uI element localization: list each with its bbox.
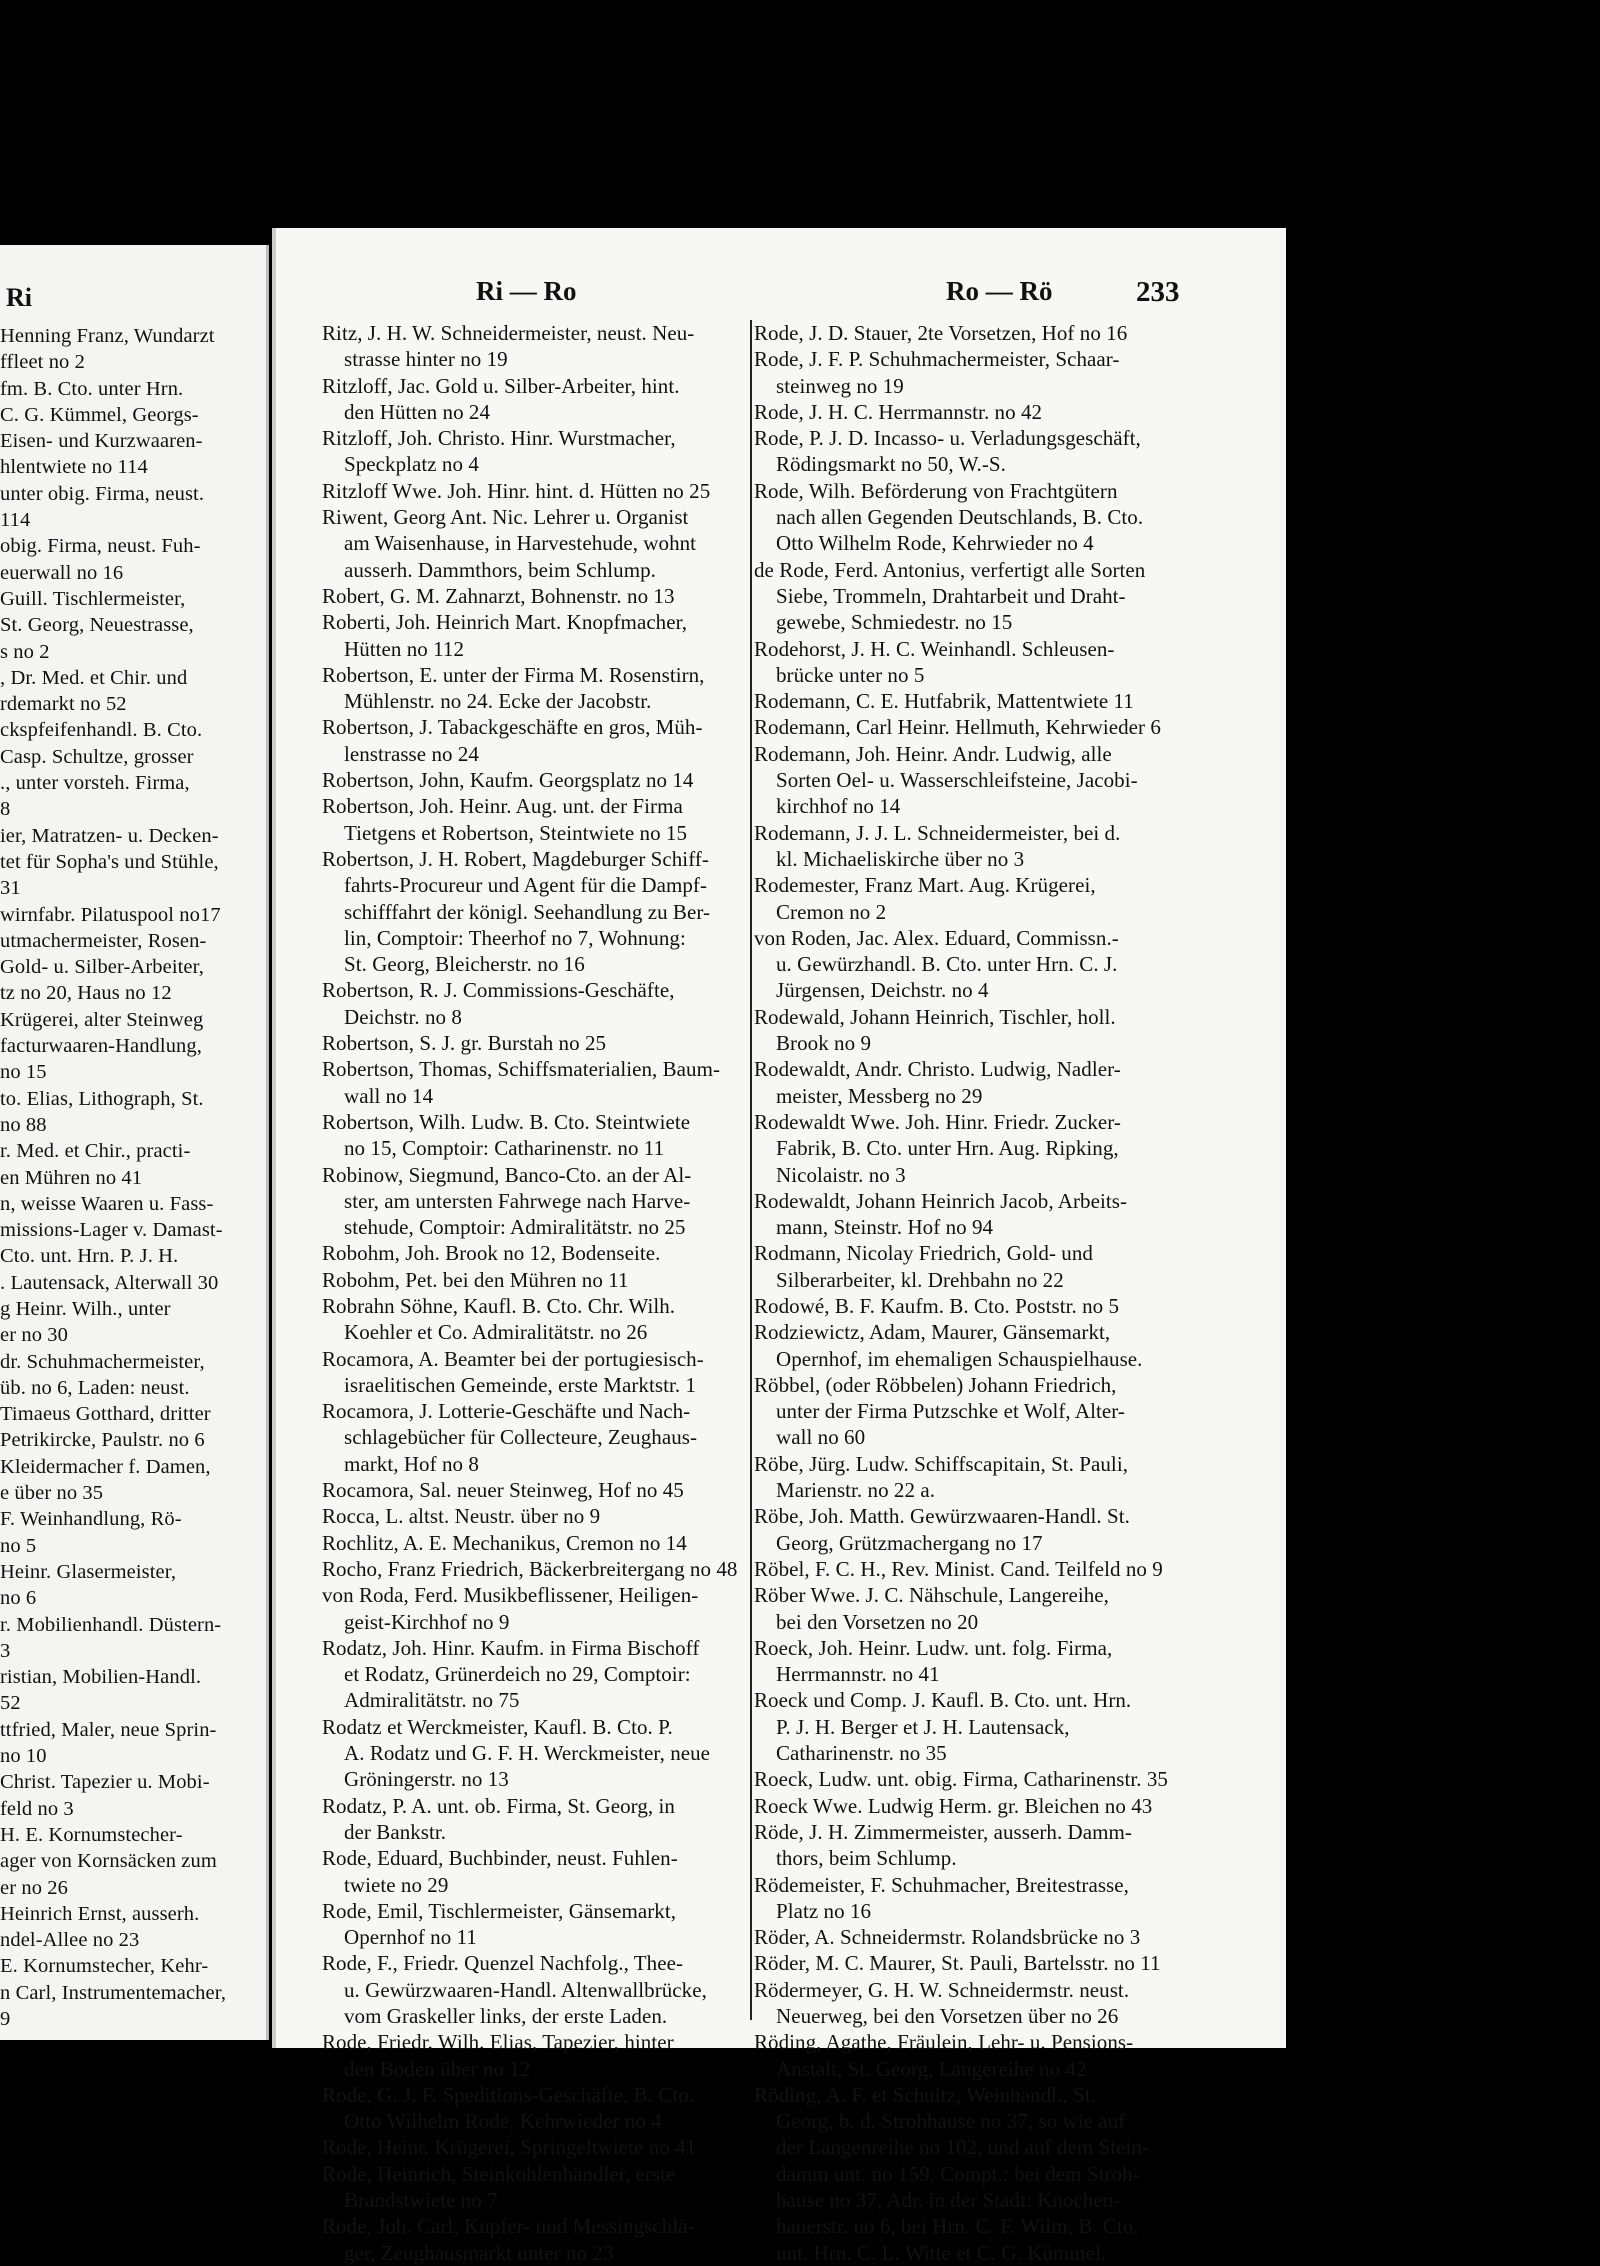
directory-entry: Robertson, R. J. Commissions-Geschäfte,: [322, 978, 675, 1003]
header-range-left: Ri — Ro: [476, 276, 577, 306]
directory-entry: Rode, F., Friedr. Quenzel Nachfolg., Thee-: [322, 1951, 684, 1976]
directory-entry: Röding, A. F. et Schultz, Weinhandl., St.: [754, 2082, 1096, 2107]
directory-entry: Roeck, Ludw. unt. obig. Firma, Catharinenstr. 35: [754, 1767, 1168, 1792]
facing-page-line: Henning Franz, Wundarzt: [0, 325, 215, 347]
facing-page-line: Gold- u. Silber-Arbeiter,: [0, 956, 204, 979]
directory-entry-continuation: unter der Firma Putzschke et Wolf, Alter-: [776, 1399, 1125, 1424]
directory-entry-continuation: nach allen Gegenden Deutschlands, B. Cto.: [776, 505, 1144, 530]
directory-entry-continuation: Jürgensen, Deichstr. no 4: [776, 978, 989, 1003]
directory-entry-continuation: der Langenreihe no 102, und auf dem Stein-: [776, 2135, 1149, 2160]
facing-page-line: fm. B. Cto. unter Hrn.: [0, 377, 184, 400]
directory-entry: Robrahn Söhne, Kaufl. B. Cto. Chr. Wilh.: [322, 1293, 676, 1318]
directory-entry-continuation: wall no 14: [344, 1083, 434, 1108]
facing-page-line: Guill. Tischlermeister,: [0, 587, 186, 610]
directory-entry: Rode, Heinrich, Steinkohlenhändler, erste: [322, 2161, 676, 2186]
facing-page-line: euerwall no 16: [0, 561, 124, 584]
directory-entry: Robertson, Thomas, Schiffsmaterialien, Baum-: [322, 1057, 721, 1082]
facing-page-line: ttfried, Maler, neue Sprin-: [0, 1718, 217, 1741]
directory-entry: Rodatz, P. A. unt. ob. Firma, St. Georg, in: [322, 1793, 675, 1818]
directory-entry-continuation: schifffahrt der königl. Seehandlung zu Ber-: [344, 899, 711, 924]
directory-entry: Röbe, Joh. Matth. Gewürzwaaren-Handl. St.: [754, 1504, 1130, 1529]
facing-page-line: C. G. Kümmel, Georgs-: [0, 403, 199, 426]
facing-page-line: Heinr. Glasermeister,: [0, 1560, 177, 1583]
directory-entry-continuation: Tietgens et Robertson, Steintwiete no 15: [344, 820, 688, 845]
directory-entry-continuation: ster, am untersten Fahrwege nach Harve-: [344, 1188, 691, 1213]
facing-page-line: r. Med. et Chir., practi-: [0, 1140, 191, 1163]
directory-entry: Roeck und Comp. J. Kaufl. B. Cto. unt. Hrn.: [754, 1688, 1132, 1713]
directory-entry: Ritzloff Wwe. Joh. Hinr. hint. d. Hütten no 25: [322, 478, 711, 503]
facing-page-line: 9: [0, 2008, 11, 2030]
entries-column-left: [322, 320, 762, 2266]
directory-entry: Rocho, Franz Friedrich, Bäckerbreitergang no 48: [322, 1556, 738, 1581]
facing-page-line: s no 2: [0, 640, 50, 663]
directory-entry: Robertson, E. unter der Firma M. Rosenstirn,: [322, 662, 705, 687]
directory-entry-continuation: vom Graskeller links, der erste Laden.: [344, 2004, 668, 2028]
directory-entry-continuation: steinweg no 19: [776, 373, 904, 398]
facing-page-line: E. Kornumstecher, Kehr-: [0, 1955, 209, 1978]
directory-entry: Rocamora, A. Beamter bei der portugiesisch-: [322, 1346, 704, 1371]
facing-page-line: 8: [0, 798, 11, 821]
directory-entry-continuation: Mühlenstr. no 24. Ecke der Jacobstr.: [344, 689, 652, 714]
directory-entry-continuation: Otto Wilhelm Rode, Kehrwieder no 4: [776, 531, 1094, 556]
directory-entry: Röber Wwe. J. C. Nähschule, Langereihe,: [754, 1583, 1109, 1608]
facing-page-line: obig. Firma, neust. Fuh-: [0, 535, 201, 558]
directory-entry-continuation: Gröningerstr. no 13: [344, 1767, 509, 1792]
directory-entry: Rode, Emil, Tischlermeister, Gänsemarkt,: [322, 1898, 677, 1923]
directory-entry-continuation: Marienstr. no 22 a.: [776, 1478, 936, 1503]
directory-entry-continuation: den Boden über no 12: [344, 2056, 531, 2081]
directory-entry-continuation: wall no 60: [776, 1425, 866, 1450]
facing-page-line: üb. no 6, Laden: neust.: [0, 1376, 190, 1399]
facing-page-line: ndel-Allee no 23: [0, 1929, 140, 1952]
facing-page-line: er no 26: [0, 1876, 68, 1899]
facing-page-line: Heinrich Ernst, ausserh.: [0, 1902, 200, 1925]
directory-entry: Rode, J. H. C. Herrmannstr. no 42: [754, 399, 1043, 424]
directory-entry-continuation: markt, Hof no 8: [344, 1451, 479, 1476]
directory-entry-continuation: Nicolaistr. no 3: [776, 1162, 906, 1187]
directory-entry: Rödermeyer, G. H. W. Schneidermstr. neust.: [754, 1977, 1130, 2002]
directory-entry: Rodatz et Werckmeister, Kaufl. B. Cto. P.: [322, 1714, 673, 1739]
directory-entry-continuation: Brook no 9: [776, 1031, 871, 1056]
facing-page-line: no 5: [0, 1534, 37, 1557]
directory-entry: Rocamora, J. Lotterie-Geschäfte und Nach-: [322, 1399, 691, 1424]
directory-entry: Röbel, F. C. H., Rev. Minist. Cand. Teilfeld no 9: [754, 1556, 1163, 1581]
directory-entry: Roeck, Joh. Heinr. Ludw. unt. folg. Firma,: [754, 1635, 1113, 1660]
directory-entry-continuation: den Hütten no 24: [344, 399, 491, 424]
directory-entry: Rodatz, Joh. Hinr. Kaufm. in Firma Bischoff: [322, 1635, 700, 1660]
directory-entry: Rodemester, Franz Mart. Aug. Krügerei,: [754, 873, 1096, 898]
directory-entry-continuation: A. Rodatz und G. F. H. Werckmeister, neue: [344, 1741, 711, 1766]
directory-entry: Rodemann, J. J. L. Schneidermeister, bei d.: [754, 820, 1121, 845]
directory-entry: Rode, Joh. Carl, Kupfer- und Messingschlä-: [322, 2214, 695, 2239]
directory-entry-continuation: Rödingsmarkt no 50, W.-S.: [776, 452, 1006, 477]
directory-entry-continuation: strasse hinter no 19: [344, 347, 508, 372]
directory-entry-continuation: no 15, Comptoir: Catharinenstr. no 11: [344, 1136, 665, 1161]
facing-page-line: missions-Lager v. Damast-: [0, 1219, 223, 1242]
facing-page-line: , Dr. Med. et Chir. und: [0, 666, 188, 689]
directory-entry-continuation: Sorten Oel- u. Wasserschleifsteine, Jacobi-: [776, 768, 1138, 793]
facing-page-line: n, weisse Waaren u. Fass-: [0, 1192, 214, 1215]
facing-page-line: r. Mobilienhandl. Düstern-: [0, 1613, 222, 1636]
directory-entry-continuation: kl. Michaeliskirche über no 3: [776, 846, 1025, 871]
directory-entry-continuation: Catharinenstr. no 35: [776, 1741, 947, 1766]
directory-entry-continuation: fahrts-Procureur und Agent für die Dampf-: [344, 873, 708, 898]
facing-page-line: 31: [0, 877, 21, 900]
directory-entry: Röding, Agathe, Fräulein, Lehr- u. Pensions-: [754, 2030, 1134, 2055]
facing-page-line: F. Weinhandlung, Rö-: [0, 1508, 182, 1531]
directory-entry-continuation: Brandstwiete no 7: [344, 2188, 498, 2213]
directory-entry-continuation: u. Gewürzhandl. B. Cto. unter Hrn. C. J.: [776, 952, 1118, 977]
directory-entry: Rocca, L. altst. Neustr. über no 9: [322, 1504, 601, 1529]
directory-entry-continuation: Herrmannstr. no 41: [776, 1662, 940, 1687]
directory-entry: Rodmann, Nicolay Friedrich, Gold- und: [754, 1241, 1093, 1266]
facing-page-line: 3: [0, 1639, 11, 1662]
directory-entry: Roeck Wwe. Ludwig Herm. gr. Bleichen no 43: [754, 1793, 1153, 1818]
directory-entry-continuation: Opernhof no 11: [344, 1925, 477, 1950]
directory-entry-continuation: bei den Vorsetzen no 20: [776, 1609, 979, 1634]
directory-entry: von Roden, Jac. Alex. Eduard, Commissn.-: [754, 925, 1119, 950]
directory-entry: Roberti, Joh. Heinrich Mart. Knopfmacher,: [322, 610, 688, 635]
directory-entry-continuation: lenstrasse no 24: [344, 741, 479, 766]
directory-entry: Robohm, Joh. Brook no 12, Bodenseite.: [322, 1241, 661, 1266]
directory-entry-continuation: meister, Messberg no 29: [776, 1083, 983, 1108]
facing-page-line: Casp. Schultze, grosser: [0, 745, 194, 768]
directory-entry-continuation: thors, beim Schlump.: [776, 1846, 957, 1871]
facing-page-line: Kleidermacher f. Damen,: [0, 1455, 211, 1478]
directory-entry: Rodziewictz, Adam, Maurer, Gänsemarkt,: [754, 1320, 1111, 1345]
directory-entry-continuation: damm unt. no 159, Compt.: bei dem Stroh-: [776, 2161, 1140, 2186]
directory-entry: Rocamora, Sal. neuer Steinweg, Hof no 45: [322, 1478, 684, 1503]
facing-page-line: er no 30: [0, 1324, 68, 1347]
facing-page-line: wirnfabr. Pilatuspool no17: [0, 903, 221, 926]
directory-entry: Rochlitz, A. E. Mechanikus, Cremon no 14: [322, 1530, 687, 1555]
directory-entry: Robertson, Wilh. Ludw. B. Cto. Steintwiete: [322, 1109, 691, 1134]
directory-entry-continuation: mann, Steinstr. Hof no 94: [776, 1215, 994, 1240]
directory-entry-continuation: Speckplatz no 4: [344, 452, 479, 477]
directory-entry: Röbbel, (oder Röbbelen) Johann Friedrich,: [754, 1372, 1117, 1397]
directory-entry: Röder, A. Schneidermstr. Rolandsbrücke no 3: [754, 1925, 1141, 1950]
directory-entry-continuation: Anstalt, St. Georg, Langereihe no 42: [776, 2056, 1087, 2081]
column-divider: [750, 320, 752, 2020]
entries-column-right: [754, 320, 1199, 2266]
facing-page-text: [0, 323, 266, 2032]
facing-page-line: g Heinr. Wilh., unter: [0, 1297, 171, 1320]
header-range-right: Ro — Rö: [946, 276, 1053, 306]
directory-entry: Ritz, J. H. W. Schneidermeister, neust. Neu-: [322, 321, 695, 345]
main-page: [272, 228, 1286, 2265]
directory-entry-continuation: geist-Kirchhof no 9: [344, 1609, 510, 1634]
directory-entry: Robertson, J. Tabackgeschäfte en gros, Müh-: [322, 715, 703, 740]
facing-page-line: Cto. unt. Hrn. P. J. H.: [0, 1245, 179, 1268]
facing-page-line: 52: [0, 1692, 21, 1715]
directory-entry: de Rode, Ferd. Antonius, verfertigt alle Sorten: [754, 557, 1146, 582]
directory-entry: Robinow, Siegmund, Banco-Cto. an der Al-: [322, 1162, 692, 1187]
directory-entry-continuation: ger, Zeughausmarkt unter no 23: [344, 2240, 614, 2265]
directory-entry-continuation: ausserh. Dammthors, beim Schlump.: [344, 557, 656, 582]
facing-page-line: St. Georg, Neuestrasse,: [0, 614, 194, 637]
facing-page: [0, 245, 269, 2040]
directory-entry: Rode, G. J. F. Speditions-Geschäfte, B. Cto.: [322, 2082, 695, 2107]
facing-page-line: to. Elias, Lithograph, St.: [0, 1087, 204, 1110]
directory-entry: Rodemann, Joh. Heinr. Andr. Ludwig, alle: [754, 741, 1112, 766]
directory-entry: Rodemann, Carl Heinr. Hellmuth, Kehrwieder 6: [754, 715, 1161, 740]
directory-entry-continuation: hauerstr. no 6, bei Hrn. C. F. Wilm, B. Cto.: [776, 2214, 1139, 2239]
facing-page-line: ier, Matratzen- u. Decken-: [0, 824, 219, 847]
directory-entry: Ritzloff, Joh. Christo. Hinr. Wurstmacher,: [322, 426, 676, 451]
directory-entry: Rode, Friedr. Wilh. Elias, Tapezier, hinter: [322, 2030, 674, 2055]
facing-page-line: 114: [0, 509, 31, 532]
facing-page-line: Christ. Tapezier u. Mobi-: [0, 1771, 210, 1794]
facing-page-line: tz no 20, Haus no 12: [0, 982, 172, 1005]
facing-page-line: e über no 35: [0, 1482, 104, 1505]
directory-entry-continuation: Admiralitätstr. no 75: [344, 1688, 520, 1713]
facing-page-line: no 88: [0, 1113, 47, 1136]
facing-page-line: en Mühren no 41: [0, 1166, 143, 1189]
directory-entry-continuation: unt. Hrn. C. L. Witte et C. G. Kümmel.: [776, 2240, 1107, 2265]
directory-entry-continuation: am Waisenhause, in Harvestehude, wohnt: [344, 531, 697, 556]
directory-entry-continuation: Neuerweg, bei den Vorsetzen über no 26: [776, 2004, 1119, 2028]
facing-page-line: Krügerei, alter Steinweg: [0, 1008, 204, 1031]
directory-entry: Röde, J. H. Zimmermeister, ausserh. Damm-: [754, 1819, 1132, 1844]
facing-page-header: Ri: [6, 283, 32, 312]
directory-entry: Robertson, Joh. Heinr. Aug. unt. der Firma: [322, 794, 683, 819]
directory-entry-continuation: Opernhof, im ehemaligen Schauspielhause.: [776, 1346, 1143, 1371]
directory-entry: Rode, Eduard, Buchbinder, neust. Fuhlen-: [322, 1846, 678, 1871]
facing-page-line: ffleet no 2: [0, 351, 85, 374]
facing-page-line: Eisen- und Kurzwaaren-: [0, 430, 203, 453]
facing-page-line: feld no 3: [0, 1797, 74, 1820]
directory-entry: Rodehorst, J. H. C. Weinhandl. Schleusen-: [754, 636, 1115, 661]
directory-entry: Robertson, John, Kaufm. Georgsplatz no 14: [322, 768, 694, 793]
page-number: 233: [1136, 276, 1180, 308]
directory-entry: Rodewald, Johann Heinrich, Tischler, holl.: [754, 1004, 1116, 1029]
directory-entry: Robertson, S. J. gr. Burstah no 25: [322, 1031, 607, 1056]
facing-page-line: no 15: [0, 1061, 47, 1084]
binding-strip: [188, 0, 212, 270]
directory-entry-continuation: Georg, b. d. Strohhause no 37, so wie auf: [776, 2109, 1126, 2134]
facing-page-line: ristian, Mobilien-Handl.: [0, 1666, 202, 1689]
directory-entry: Rodemann, C. E. Hutfabrik, Mattentwiete 11: [754, 689, 1134, 714]
directory-entry-continuation: hause no 37, Adr. in der Stadt: Knochen-: [776, 2188, 1121, 2213]
facing-page-line: facturwaaren-Handlung,: [0, 1035, 202, 1058]
directory-entry: Röbe, Jürg. Ludw. Schiffscapitain, St. Pauli,: [754, 1451, 1129, 1476]
directory-entry: Rödemeister, F. Schuhmacher, Breitestrasse,: [754, 1872, 1129, 1897]
directory-entry-continuation: Otto Wilhelm Rode, Kehrwieder no 4: [344, 2109, 662, 2134]
directory-entry: Ritzloff, Jac. Gold u. Silber-Arbeiter, hint.: [322, 373, 680, 398]
directory-entry: Robertson, J. H. Robert, Magdeburger Schiff-: [322, 846, 709, 871]
facing-page-line: dr. Schuhmachermeister,: [0, 1350, 205, 1373]
directory-entry-continuation: gewebe, Schmiedestr. no 15: [776, 610, 1013, 635]
directory-entry-continuation: St. Georg, Bleicherstr. no 16: [344, 952, 585, 977]
directory-entry: Rode, Heinr. Krügerei, Springeltwiete no 41: [322, 2135, 697, 2160]
directory-entry: Rode, Wilh. Beförderung von Frachtgütern: [754, 478, 1118, 503]
facing-page-line: ager von Kornsäcken zum: [0, 1850, 217, 1873]
facing-page-line: ., unter vorsteh. Firma,: [0, 772, 190, 795]
directory-entry: von Roda, Ferd. Musikbeflissener, Heiligen-: [322, 1583, 699, 1608]
directory-entry-continuation: Deichstr. no 8: [344, 1004, 462, 1029]
directory-entry: Riwent, Georg Ant. Nic. Lehrer u. Organist: [322, 505, 689, 530]
directory-entry: Rodewaldt, Johann Heinrich Jacob, Arbeits-: [754, 1188, 1128, 1213]
directory-entry-continuation: Koehler et Co. Admiralitätstr. no 26: [344, 1320, 648, 1345]
directory-entry-continuation: israelitischen Gemeinde, erste Marktstr. 1: [344, 1372, 696, 1397]
directory-entry: Robert, G. M. Zahnarzt, Bohnenstr. no 13: [322, 583, 675, 608]
directory-entry: Rodewaldt, Andr. Christo. Ludwig, Nadler-: [754, 1057, 1121, 1082]
directory-entry-continuation: twiete no 29: [344, 1872, 449, 1897]
directory-entry-continuation: der Bankstr.: [344, 1819, 447, 1844]
directory-entry-continuation: Silberarbeiter, kl. Drehbahn no 22: [776, 1267, 1064, 1292]
directory-entry-continuation: brücke unter no 5: [776, 662, 925, 687]
directory-entry-continuation: Cremon no 2: [776, 899, 887, 924]
directory-entry-continuation: Hütten no 112: [344, 636, 465, 661]
directory-entry-continuation: schlagebücher für Collecteure, Zeughaus-: [344, 1425, 698, 1450]
facing-page-line: . Lautensack, Alterwall 30: [0, 1271, 219, 1294]
running-header: [276, 276, 1286, 312]
facing-page-line: Timaeus Gotthard, dritter: [0, 1403, 211, 1426]
facing-page-line: hlentwiete no 114: [0, 456, 148, 479]
directory-entry-continuation: Siebe, Trommeln, Drahtarbeit und Draht-: [776, 583, 1126, 608]
facing-page-line: H. E. Kornumstecher-: [0, 1823, 183, 1846]
facing-page-line: unter obig. Firma, neust.: [0, 482, 205, 505]
directory-entry: Rode, J. D. Stauer, 2te Vorsetzen, Hof no 16: [754, 321, 1128, 345]
facing-page-line: ckspfeifenhandl. B. Cto.: [0, 719, 203, 742]
directory-entry: Röder, M. C. Maurer, St. Pauli, Bartelsstr. no 11: [754, 1951, 1161, 1976]
facing-page-line: no 6: [0, 1587, 37, 1610]
directory-entry-continuation: et Rodatz, Grünerdeich no 29, Comptoir:: [344, 1662, 691, 1687]
directory-entry-continuation: u. Gewürzwaaren-Handl. Altenwallbrücke,: [344, 1977, 707, 2002]
directory-entry: Rodowé, B. F. Kaufm. B. Cto. Poststr. no 5: [754, 1293, 1120, 1318]
directory-entry: Rode, J. F. P. Schuhmachermeister, Schaar-: [754, 347, 1120, 372]
directory-entry-continuation: P. J. H. Berger et J. H. Lautensack,: [776, 1714, 1070, 1739]
directory-entry: Rode, P. J. D. Incasso- u. Verladungsgeschäft,: [754, 426, 1141, 451]
directory-entry-continuation: lin, Comptoir: Theerhof no 7, Wohnung:: [344, 925, 686, 950]
directory-entry: Robohm, Pet. bei den Mühren no 11: [322, 1267, 629, 1292]
facing-page-line: rdemarkt no 52: [0, 693, 127, 716]
directory-entry-continuation: Platz no 16: [776, 1898, 872, 1923]
facing-page-line: n Carl, Instrumentemacher,: [0, 1981, 227, 2004]
facing-page-line: no 10: [0, 1745, 47, 1768]
directory-entry: Rodewaldt Wwe. Joh. Hinr. Friedr. Zucker-: [754, 1109, 1121, 1134]
facing-page-line: Petrikircke, Paulstr. no 6: [0, 1429, 205, 1452]
directory-entry-continuation: Fabrik, B. Cto. unter Hrn. Aug. Ripking,: [776, 1136, 1119, 1161]
directory-entry-continuation: Georg, Grützmachergang no 17: [776, 1530, 1043, 1555]
facing-page-line: utmachermeister, Rosen-: [0, 929, 207, 952]
directory-entry-continuation: kirchhof no 14: [776, 794, 901, 819]
facing-page-line: tet für Sopha's und Stühle,: [0, 850, 219, 873]
directory-entry-continuation: stehude, Comptoir: Admiralitätstr. no 25: [344, 1215, 686, 1240]
